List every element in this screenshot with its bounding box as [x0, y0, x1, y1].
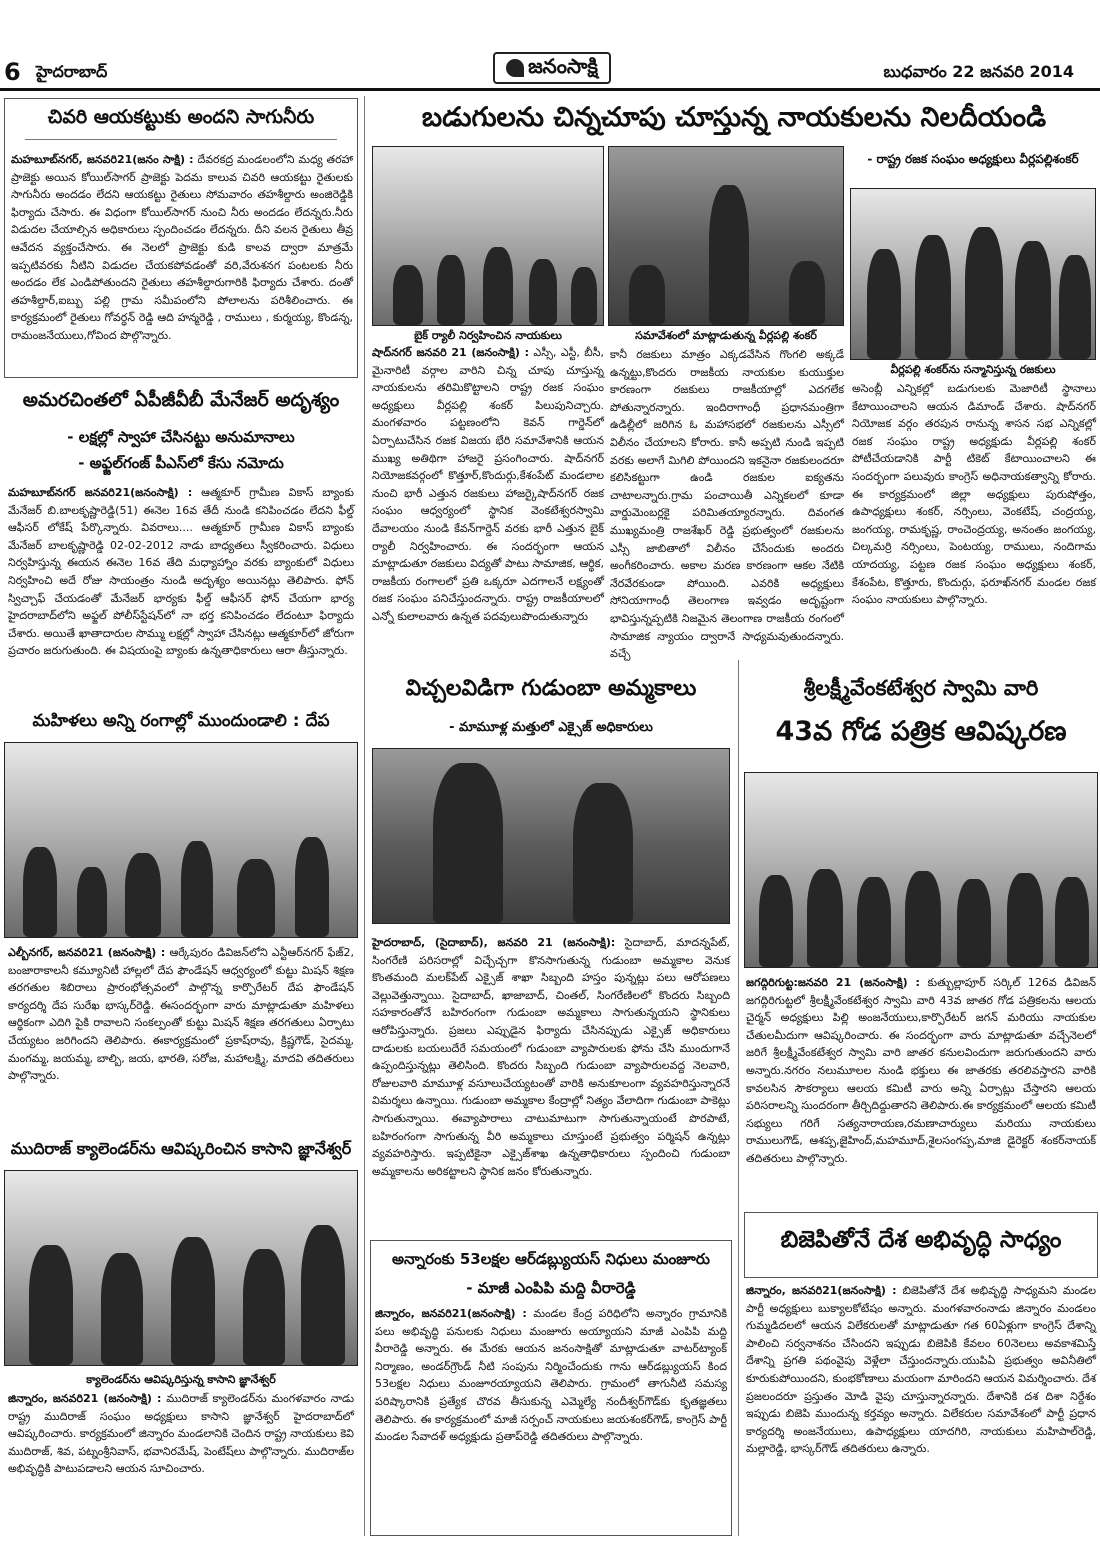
photo-caption: వీర్లపల్లి శంకర్‌ను సన్మానిస్తున్న రజకులు [890, 363, 1056, 376]
photo-caption: క్యాలెండర్‌ను ఆవిష్కరిస్తున్న కాసాని జ్ఞానేశ్వర్ [86, 1373, 276, 1386]
article-body: ముదిరాజ్ క్యాలెండర్‌ను మంగళవారం నాడు రాష్ట్ర ముదిరాజ్ సంఘం అధ్యక్షులు కాసాని జ్ఞానేశ్వర్ హైదరాబాద్‌లో ఆవిష్కరించారు. కార్యక్రమంలో జిన్నారం మండలానికి చెందిన రాష్ట్ర నాయకులు కెవి ముదిరాజ్, శివ, పట్నంశ్రీనివాస్, భవానిరమేష్, పెంటేష్‌లు పాల్గొన్నారు. ముదిరాజ్‌ల అభివృద్ధికి పాటుపడాలని ఆయన సూచించారు. [8, 1392, 354, 1476]
article-body: సైదాబాద్, మాదన్నపేట్, సింగరేణి పరిసరాల్లో విచ్చేచ్చగా కొనసాగుతున్న గుడుంబా అమ్మకాల వెనుక కొంతమంది మలక్‌పేట్ ఎక్సైజ్ శాఖా సిబ్బంది హస్తం పున్నట్లు పలు ఆరోపణలు వెల్లువెత్తున్నాయి. సైదాబాద్, ఖాజాబాద్, చింతల్, సింగరేణిలలో కొందరు సిబ్బంది సహకారంతోనే బహిరంగంగా గుడుంబా అమ్మకాలు సాగుతున్నయని స్థానికులు ఆరోపిస్తున్నారు. ప్రజలు ఎప్పుడైన ఫిర్యాదు చేసినప్పుడు ఎక్సైజ్ అధికారులు దాడులకు బయలుదేరే సమయంలో గుడుంబా వ్యాపారులకు ఫోను చేసి ముందుగానే ఉప్పందిస్తున్నట్లు తెలిసింది. కొందరు సిబ్బంది గుడుంబా వ్యాపారులవద్ద నెలవారి, రోజులవారి మామూళ్ల వసూలుచేయ్యటంతో వారికి అనుకూలంగా వ్యవహరిస్తున్నారనే విమర్శలు ఉన్నాయి. గుడుంబా అమ్మకాల కేంద్రాల్లో నిత్యం వేలాదిగా గుడుంబా పాకెట్లు సాగుతున్నాయి. ఈవ్యాపారాలు చాటుమాటుగా సాగుతున్నాయంటే పొరపాటే, బహిరంగంగా సాగుతున్న వీరి అమ్మకాలు చూస్తుంటే ప్రభుత్వం పర్మిషన్ ఉన్నట్లు వ్యవహరిస్తారు. ఇప్పటికైనా ఎక్సైజ్‌శాఖ ఉన్నతాధికారులు స్పందించి గుడుంబా అమ్మకాలను అరికట్టాలని స్థానిక జనం కోరుతున్నారు. [372, 936, 731, 1178]
article-text [8, 1390, 354, 1530]
article-women [4, 708, 358, 1130]
newspaper-logo [493, 52, 611, 84]
article-body-part3: అసెంబ్లీ ఎన్నికల్లో బడుగులకు మెజారిటీ స్థానాలు కేటాయించాలని ఆయన డిమాండ్ చేశారు. షాద్‌నగర్ నియోజక వర్గం తరపున రానున్న శాసన సభ ఎన్నికల్లో రజక సంఘం రాష్ట్ర అధ్యక్షుడు వీర్లపల్లి శంకర్ పోటీచేయడానికి పార్టీ టికెట్ కేటాయించాలని ఈ సందర్భంగా పలువురు కాంగ్రెస్ అధినాయకత్వాన్ని కోరారు. ఈ కార్యక్రమంలో జిల్లా అధ్యక్షులు పురుషోత్తం, ఉపాధ్యక్షులు శంకర్, నర్సింలు, వెంకటేష్, చంద్రయ్య, జంగయ్య, రామకృష్ణ, రాంచెంద్రయ్య, అనంతం జంగయ్య, చిల్కమర్రి నర్సింలు, పెంటయ్య, రాములు, నందిగామ యాదయ్య, పట్టణ రజక సంఘం అధ్యక్షులు శంకర్, కేశంపేట, కొత్తూరు, కొందుర్గు, ఫరూఖ్‌నగర్ మండల రజక సంఘం నాయకులు పాల్గొన్నారు. [852, 382, 1096, 607]
calendar-release-photo [4, 1170, 358, 1366]
subheadline: - లక్షల్లో స్వాహా చేసినట్టు అనుమానాలు [67, 428, 295, 446]
dateline: మహబూబ్‌నగర్ జనవరి21(జనంసాక్షి) : [8, 486, 193, 499]
column-divider [364, 96, 365, 1536]
photo-caption: సమావేశంలో మాట్లాడుతున్న వీర్లపల్లి శంకర్ [635, 329, 817, 342]
dateline: ఎల్బీనగర్, జనవరి21 (జనంసాక్షి) : [8, 946, 166, 959]
masthead [0, 0, 1100, 92]
headline: మహిళలు అన్ని రంగాల్లో ముందుండాలి : దేప [32, 711, 330, 731]
article-text [8, 944, 354, 1126]
headline: విచ్చలవిడిగా గుడుంబా అమ్మకాలు [405, 676, 697, 701]
dateline: జగద్గిరిగుట్ట:జనవరి 21 (జనంసాక్షి) : [746, 976, 920, 989]
article-body: మండల కేంద్ర పరిధిలోని అన్నారం గ్రామానికి పలు అభివృద్ధి పనులకు నిధులు మంజూరు అయ్యాయని మాజీ ఎంపిపి మద్ది వీరారెడ్డి అన్నారు. ఈ మేరకు ఆయన జనంసాక్షితో మాట్లాడుతూ వాటర్‌ట్యాంక్ నిర్మాణం, అండర్‌గ్రౌండ్ నీటి సంపును నిర్మించేందుకు గాను ఆర్‌డబ్ల్యుయస్ కింద 53లక్షల నిధులు మంజూరయ్యాయని తెలిపారు. గ్రామంలో తాగునీటి సమస్య పరిష్కారానికి ప్రత్యేక చొరవ తీసుకున్న ఎమ్మెల్యే నందీశ్వర్‌గౌడ్‌కు కృతజ్ఞతలు తెలిపారు. ఈ కార్యక్రమంలో మాజీ సర్పంచ్ నాయకులు జయశంకర్‌గౌడ్, కాంగ్రెస్ పార్టీ మండల సేవాదళ్ అధ్యక్షుడు ప్రతాప్‌రెడ్డి తదితరులు పాల్గొన్నారు. [375, 1307, 727, 1444]
issue-date: బుధవారం 22 జనవరి 2014 [883, 62, 1074, 81]
newspaper-name: జనంసాక్షి [528, 53, 598, 78]
article-text [372, 344, 604, 652]
article-body: కుత్బుల్లాపూర్ సర్కిల్ 126వ డివిజన్ జగద్గిరిగుట్టలో శ్రీలక్ష్మీవేంకటేశ్వర స్వామి వారి 43వ జాతర గోడ పత్రికలను ఆలయ చైర్మన్ అధ్యక్షులు పిల్లి అంజనేయులు,కార్పొరేటర్ జగన్ మరియు నాయకుల చేతులమీదుగా ఆవిష్కరించారు. ఈ సందర్భంగా వారు మాట్లాడుతూ వచ్చేనెలలో జరిగే శ్రీలక్ష్మీవేంకటేశ్వర స్వామి వారి జాతర కనులవిందుగా జరుగుతుందని వారు అన్నారు.నగరం నలుమూలల నుండి భక్తులు ఈ జాతరకు తరలివస్తారని వారికి కావలసిన సౌకర్యాలు ఆలయ కమిటీ వారు అన్ని ఏర్పాట్లు చేస్తారని ఆలయ పరిసరాలన్ని సుందరంగా తీర్చిదిద్దుతారని తెలిపారు.ఈ కార్యక్రమంలో ఆలయ కమిటీ సభ్యులు గరిగే సత్యనారాయణ,రమణాచార్యులు మరియు నాయకులు రాములుగౌడ్, ఆశప్ప,జైహింద్,మహమూద్,శైలసంగప్ప,మాజి డైరెక్టర్ శంకర్‌నాయక్ తదితరులు పాల్గొన్నారు. [746, 976, 1097, 1165]
masthead-rule [0, 88, 1100, 91]
subheadline: - మామూళ్ల మత్తులో ఎక్సైజ్ అధికారులు [449, 720, 653, 735]
dateline: జిన్నారం, జనవరి21 (జనంసాక్షి) : [8, 1392, 162, 1405]
training-photo [4, 742, 358, 938]
article-bjp [746, 1282, 1096, 1534]
article-text [8, 484, 354, 700]
subheadline: - రాష్ట్ర రజక సంఘం అధ్యక్షులు వీర్లపల్లిశంకర్ [867, 152, 1079, 166]
article-gudumba [370, 664, 732, 1234]
headline: అన్నారంకు 53లక్షల ఆర్‌డబ్ల్యుయస్ నిధులు మంజూరు [392, 1250, 710, 1268]
headline: 43వ గోడ పత్రిక ఆవిష్కరణ [775, 716, 1067, 747]
photo-caption: బైక్ ర్యాలీ నిర్వహించిన నాయకులు [414, 329, 562, 342]
headline: ముదిరాజ్ క్యాలెండర్‌ను ఆవిష్కరించిన కాసాని జ్ఞానేశ్వర్ [10, 1139, 352, 1158]
subheadline: - అఫ్జల్‌గంజ్ పీఎస్‌లో కేసు నమోదు [78, 454, 284, 472]
article-mudiraj [4, 1136, 358, 1534]
headline-box [744, 1212, 1098, 1278]
bike-rally-photo [372, 146, 604, 326]
dateline: జిన్నారం, జనవరి21(జనంసాక్షి) : [375, 1307, 527, 1320]
section-name: హైదరాబాద్ [36, 62, 108, 81]
gudumba-photo [372, 748, 730, 924]
headline: శ్రీలక్ష్మీవేంకటేశ్వర స్వామి వారి [803, 676, 1039, 700]
article-body: దేవరకద్ర మండలంలోని మధ్య తరహా ప్రాజెక్టు అయిన కోయిల్‌సాగర్ ప్రాజెక్టు పెదమ కాలువ చివరి ఆయకట్టు రైతులకు సాగునీరు అందడం లేదని ఆయకట్టు రైతులు సోమవారం తహశీల్దారు అంజిరెడ్డికి ఫిర్యాదు చేసారు. ఈ విధంగా కోయిల్‌సాగర్ నుంచి నీరు అందడం లేదన్నరు.నీరు విడుదల చేయాల్సిన అధికారులు స్పందించడం లేదన్నరు. దీని వలన రైతులు తీవ్ర ఆవేదన వ్యక్తంచేసారు. ఈ నెలలో ప్రాజెక్టు కుడి కాలవ ద్వారా మాత్రమే ఇప్పటివరకు నీటిని విడుదల చేయకపోవడంతో వరి,వేరుశనగ పంటలకు నీరు అందడం లేక ఎండిపోతుందని రైతులు తహశీల్దారుగారికి ఫిర్యాదు చేశారు. దంతో తహశీల్దార్,ఐబ్బు పల్లి గ్రామ సమీపంలోని పోలాలను పరిశీలించారు. ఈ కార్యక్రమంలో రైతులు గోవర్ధన్ రెడ్డి ఆది హన్మరెడ్డి , రాములు , కుర్మయ్య, కొండన్న, రామంజనేయులు,గోవింద పొల్గొన్నారు. [11, 153, 353, 342]
subheadline: - మాజీ ఎంపిపి మద్ది వీరారెడ్డి [466, 1279, 636, 1297]
article-venkateswara [744, 664, 1098, 1204]
headline: బడుగులను చిన్నచూపు చూస్తున్న నాయకులను నిలదీయండి [421, 102, 1047, 133]
article-text [746, 974, 1096, 1200]
headline: చివరి ఆయకట్టుకు అందని సాగునీరు [47, 106, 315, 128]
headline: అమరచింతలో ఏపీజీవీబీ మేనేజర్ అదృశ్యం [22, 389, 340, 411]
article-apgvb [4, 384, 358, 704]
article-body-part1: ఎస్సీ, ఎస్టీ, బీసీ, మైనారిటీ వర్గాల వారిని చిన్న చూపు చూస్తున్న నాయకులను తరిమికొట్టాలని రాష్ట్ర రజక సంఘం అధ్యక్షులు వీర్లపల్లి శంకర్ పిలుపునిచ్చారు. మంగళవారం పట్టణంలోని కెవన్ గార్డెన్‌లో ఏర్పాటుచేసిన రజక విజయ భేరి సమావేశానికి ఆయన ముఖ్య అతిథిగా హాజరై ప్రసంగించారు. షాద్‌నగర్ నియోజకవర్గంలో కొత్తూర్,కొందుర్గు,కేశంపేట్ మండలాల నుంచి భారీ ఎత్తున రజకులు హాజర్కైషాద్‌నగర్ రజక సంఘం ఆధ్వర్యంలో స్థానిక వెంకటేశ్వరస్వామి దేవాలయం నుండి కేవన్‌గార్డెన్ వరకు భారీ ఎత్తున బైక్ ర్యాలీ నిర్వహించారు. ఈ సందర్భంగా ఆయన మాట్లాడుతూ రజకులు విద్యతో పాటు సామాజిక, ఆర్థిక, రాజకీయ రంగాలలో ప్రతి ఒక్కరూ ఎదగాలనే లక్ష్యంతో రజక సంఘం పనిచేస్తుందన్నారు. రాష్ట్ర రాజకీయాలలో ఎన్నో కులాలవారు ఉన్నత పదవులుపొందుతున్నారు [372, 346, 604, 623]
article-body: ఆత్మకూర్ గ్రామీణ వికాస్ బ్యాంకు మేనేజర్ బి.బాలకృష్ణారెడ్డి(51) ఈనెల 16వ తేదీ నుండి కనిపించడం లేదని ఫీల్డ్ ఆఫీసర్ లోకేష్ పేర్కొన్నారు. వివరాలు.... ఆత్మకూర్ గ్రామీణ వికాస్ బ్యాంకు మేనేజర్ బాలకృష్ణారెడ్డి 02-02-2012 నాడు బాధ్యతలు స్వీకరించారు. విధులు నిర్వహిస్తున్న ఈయన ఈనెల 16వ తేది మధ్యాహ్నాం వరకు బ్యాంకులో విధులు నిర్వహించి అదే రోజు సాయంత్రం నుండి అదృశ్యం అయినట్లు తెలిపారు. ఫోన్ స్విచ్చాఫ్ చేయడంతో మేనేజర్ భార్యకు ఫీల్డ్ ఆఫీసర్ ఫోన్ చేయగా భార్య హైదరాబాద్‌లోని అఫ్జల్ పోలీస్‌స్టేషన్‌లో నా భర్త కనిపించడం లేదంటూ ఫిర్యాదు చేశారు. అయితే ఖాతాదారుల సొమ్ము లక్షల్లో స్వాహా చేసినట్లు ఆత్మకూర్‌లో జోరుగా ప్రచారం జరుగుతుంది. ఈ విషయంపై బ్యాంకు ఉన్నతాధికారులు ఆరా తీస్తున్నారు. [8, 486, 354, 658]
article-ayacut [4, 98, 358, 378]
logo-icon [506, 59, 524, 77]
column-divider [738, 660, 739, 1536]
headline: బిజెపితోనే దేశ అభివృద్ధి సాధ్యం [780, 1227, 1062, 1253]
article-text [372, 934, 730, 1230]
dateline: హైదరాబాద్, (సైదాబాద్), జనవరి 21 (జనంసాక్షి): [372, 936, 616, 949]
dateline: షాద్‌నగర్ జనవరి 21 (జనంసాక్షి) : [372, 346, 530, 359]
poster-release-photo [744, 772, 1098, 968]
article-body: ఆర్కేపురం డివిజన్‌లోని ఎన్టీఆర్‌నగర్ ఫేజ్2, బంజారాకాలనీ కమ్యూనిటీ హాల్లలో దేప ఫౌండేషన్ ఆధ్వర్యంలో కుట్టు మిషన్ శిక్షణ తరగతుల శిబిరాలు ప్రారంభోత్సవంలో పాల్గొన్న కార్పొరేటర్ దేప ఫౌండేషన్ కార్యదర్శి దేప సురేఖ భాస్కర్‌రెడ్డి. ఈసందర్భంగా వారు మాట్లాడుతూ మహిళలు ఆర్థికంగా ఎదిగి పైకి రావాలని సంకల్పంతో కుట్టు మిషన్ శిక్షణ తరగతులు ఏర్పాటు చేయ్యటం జరిగిందని తెలిపారు. ఈకార్యక్రమంలో ప్రకాష్‌రావు, క్రిష్ణగౌడ్, సైదమ్మ, మంగమ్మ, జయమ్మ, బాల్బి, జయ, భారతి, సరోజ, మహాలక్ష్మి, మాదవి తదితరులు పాల్గొన్నారు. [8, 946, 354, 1083]
article-annaram [370, 1240, 732, 1536]
headline-rule [25, 139, 337, 140]
dateline: జిన్నారం, జనవరి21(జనంసాక్షి) : [746, 1284, 897, 1297]
article-text [375, 1305, 727, 1533]
article-text [11, 151, 353, 375]
felicitation-photo [850, 188, 1096, 360]
page-number: 6 [4, 58, 21, 86]
article-body: బిజెపితోనే దేశ అభివృద్ధి సాధ్యమని మండల పార్టీ అధ్యక్షులు బుక్యాలకోటేషం అన్నారు. మంగళవారంనాడు జిన్నారం మండలం గుమ్మడిదలలో ఆయన విలేకరులతో మాట్లాడుతూ గత 60ఏళ్లుగా కాంగ్రెస్ దేశాన్ని పాలించి సర్వనాశనం చేసిందని ఇప్పుడు బిజెపికి కేవలం 60నెలలు అవకాశమిస్తే దేశాన్ని ప్రగతి పథంవైపు వెళ్లేలా చేస్తుందన్నారు.యుపిఏ ప్రభుత్వం అవినీతిలో కూరుకుపోయిందని, కుంభకోణాలు మయంగా మారిందని ఆయన విమర్శించారు. దేశ ప్రజలందరూ ప్రస్తుతం మోడి వైపు చూస్తున్నారన్నారు. దేశానికి దశ దిశా నిర్దేశం ఇప్పుడు బిజెపి ముందున్న కర్తవ్యం అన్నారు. విలేకరుల సమావేశంలో పార్టీ ప్రధాన కార్యదర్శి అంజనేయులు, ఉపాధ్యక్షులు యాదగిరి, నాయకులు మహిపాల్‌రెడ్డి, మల్లారెడ్డి, భాస్కర్‌గౌడ్ తదితరులు ఉన్నారు. [746, 1284, 1096, 1456]
dateline: మహబూబ్‌నగర్, జనవరి21(జనం సాక్షి) : [11, 153, 194, 166]
meeting-photo [608, 146, 844, 326]
article-rajaka [370, 96, 1098, 661]
article-body-part2: కానీ రజకులు మాత్రం ఎక్కడవేసిన గొంగలి అక్కడే ఉన్నట్టు,కొందరు రాజకీయ నాయకుల కుయుక్తుల కారణంగా రజకులు రాజకీయాల్లో ఎదగలేక పోతున్నారన్నారు. ఇందిరాగాంధీ ప్రధానమంత్రిగా ఉడిల్లీలో జరిగిన ఓ మహాసభలో రజకులను ఎస్సీలో విలీనం చేయాలని కోరారు. కానీ అప్పటి నుండి ఇప్పటి వరకు అలాగే మిగిలి పోయిందని ఇకనైనా రజకులందరూ కలిసికట్టుగా ఉండి రజకుల ఐక్యతను చాటాలన్నారు.గ్రామ పంచాయితీ ఎన్నికలలో కూడా వార్డుమెంబర్లకై పరిమితయ్యారన్నారు. దివంగత ముఖ్యమంత్రి రాజశేఖర్ రెడ్డి ప్రభుత్వంలో రజకులను ఎస్సీ జాబితాలో విలీనం చేసేందుకు అందరు అంగీకరించారు. అకాల మరణ కారణంగా ఆకల నేటికి నేరవేరకుండా పోయింది. ఎవరికి అధ్యక్షులు సోనియాగాంధీ తెలంగాణ ఇవ్వడం అదృష్టంగా భావిస్తున్నప్పటికి నిజమైన తెలంగాణ రాజకీయ రంగంలో సామాజిక న్యాయం ద్వారానే సాధ్యమవుతుందన్నారు. వచ్చే [610, 348, 844, 661]
